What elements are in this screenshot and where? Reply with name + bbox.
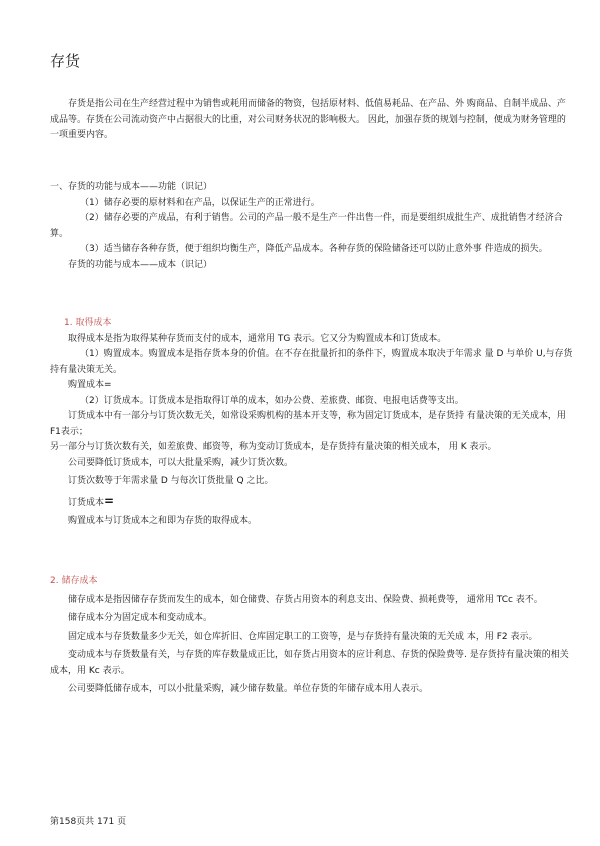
- acquisition-line-8: 订货次数等于年需求量 D 与每次订货批量 Q 之比。: [68, 476, 274, 486]
- acquisition-line-2: （1）购置成本。购置成本是指存货本身的价值。在不存在批量折扣的条件下，购置成本取决于年需求 量 D 与单价 U,与存货持有量决策无关。: [50, 349, 573, 375]
- function-item-1: （1）储存必要的原材料和在产品，以保证生产的正常进行。: [80, 197, 320, 208]
- storage-line-3: 固定成本与存货数量多少无关，如仓库折旧、仓库固定职工的工资等，是与存货持有量决策的无关成 本，用 F2 表示。: [68, 631, 538, 642]
- storage-line-5: 公司要降低储存成本，可以小批量采购，减少储存数量。单位存货的年储存成本用人表示。: [68, 684, 429, 694]
- acquisition-line-1: 取得成本是指为取得某种存货而支付的成本，通常用 TG 表示。它又分为购置成本和订货成本。: [68, 333, 447, 344]
- storage-line-2: 储存成本分为固定成本和变动成本。: [68, 613, 213, 623]
- intro-paragraph-block: [50, 97, 574, 144]
- section-functions: [50, 180, 574, 273]
- acquisition-line-10: 购置成本与订货成本之和即为存货的取得成本。: [68, 516, 258, 526]
- section-acquisition-cost: [50, 316, 574, 530]
- page-footer: 第158页共 171 页: [50, 817, 127, 827]
- section-storage-cost: [50, 574, 574, 698]
- function-item-3: （3）适当储存各种存货，便于组织均衡生产，降低产品成本。各种存货的保险储备还可以防止意外事 件造成的损失。: [80, 244, 548, 254]
- acquisition-line-6: 另一部分与订货次数有关，如差旅费、邮资等，称为变动订货成本，是存货持有量决策的相关成本， 用 K 表示。: [50, 442, 497, 452]
- acquisition-line-5: 订货成本中有一部分与订货次数无关，如常设采购机构的基本开支等，称为固定订货成本，是存货持 有量决策的无关成本，用 F1表示；: [50, 411, 566, 437]
- intro-paragraph: 存货是指公司在生产经营过程中为销售或耗用而储备的物资，包括原材料、低值易耗品、在产品、外 购商品、自制半成品、产成品等。存货在公司流动资产中占据很大的比重，对公司财务状况的影响极大。 因此，加强存货的规划与控制，便成为财务管理的一项重要内容。: [50, 99, 566, 140]
- storage-line-1: 储存成本是指因储存存货而发生的成本，如仓储费、存货占用资本的利息支出、保险费、损耗费等， 通常用 TCc 表不。: [68, 594, 543, 605]
- storage-cost-heading: 2. 储存成本: [50, 576, 98, 586]
- acquisition-line-7: 公司要降低订货成本，可以大批量采购，减少订货次数。: [68, 457, 294, 468]
- acquisition-cost-heading: 1. 取得成本: [64, 318, 112, 328]
- page-title: 存货: [50, 52, 81, 70]
- storage-line-4: 变动成本与存货数量有关，与存货的库存数量成正比，如存货占用资本的应计利息、存货的保险费等. 是存货持有量决策的相关成本，用 Kc 表示。: [50, 650, 569, 676]
- order-cost-formula: [50, 494, 574, 512]
- purchase-cost-formula: 购置成本=: [68, 380, 112, 390]
- section-functions-heading: 一、存货的功能与成本——功能（识记）: [50, 182, 213, 192]
- function-item-2: （2）储存必要的产成品，有利于销售。公司的产品一般不是生产一件出售一件，而是要组织成批生产、成批销售才经济合算。: [50, 213, 563, 239]
- order-cost-label: 订货成本: [68, 497, 105, 508]
- acquisition-line-4: （2）订货成本。订货成本是指取得订单的成本，如办公费、差旅费、邮资、电报电话费等支出。: [80, 395, 464, 406]
- equals-sign: =: [104, 493, 115, 508]
- section-costs-subheading: 存货的功能与成本——成本（识记）: [68, 259, 213, 270]
